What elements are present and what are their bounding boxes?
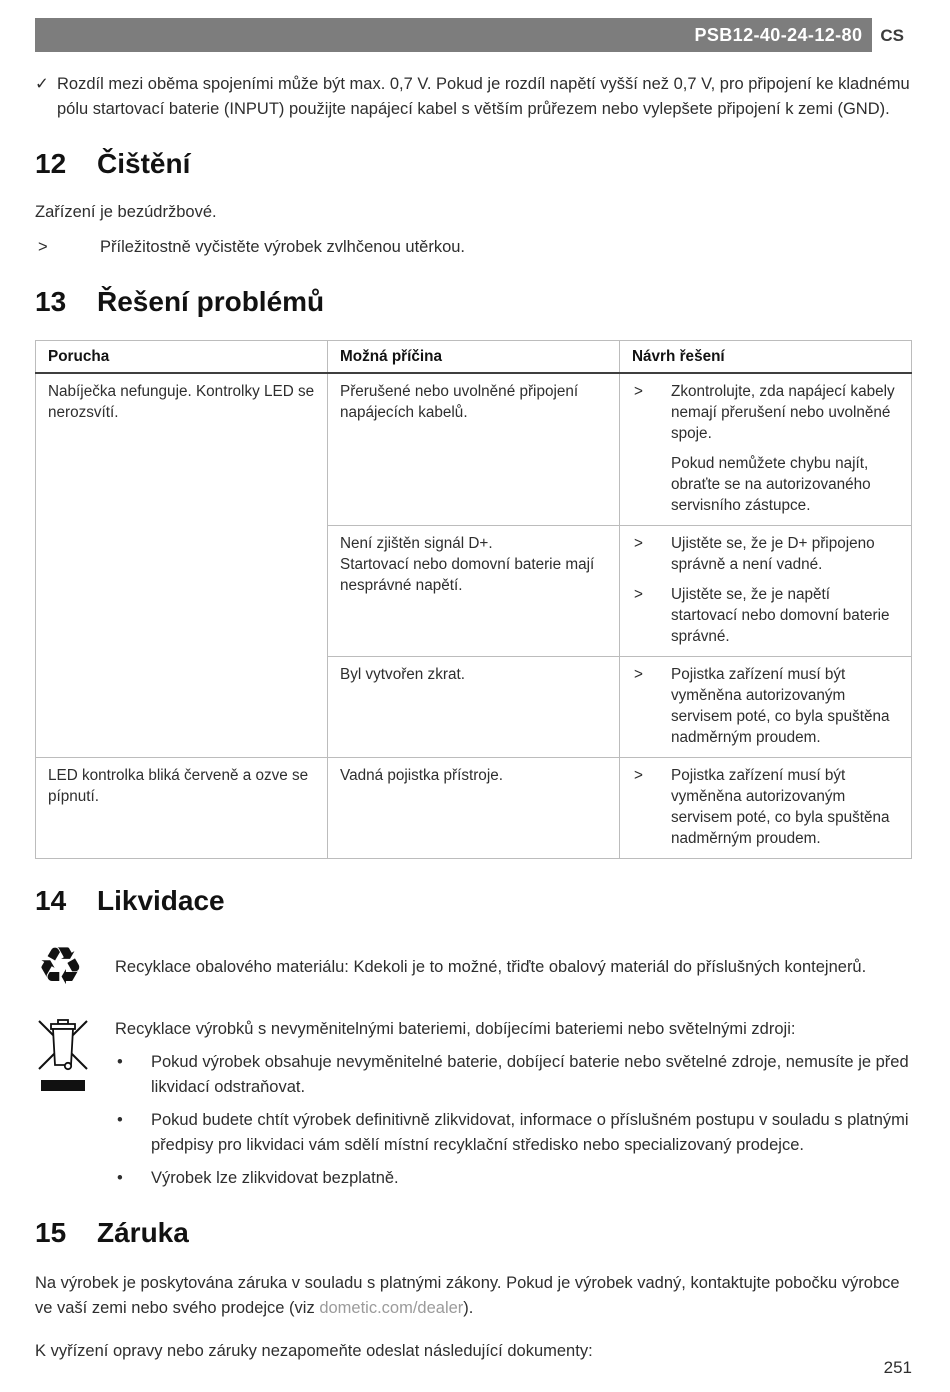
section-heading-disposal — [35, 885, 912, 917]
solution-cell — [620, 373, 912, 526]
solution-item — [632, 381, 899, 444]
solution-item — [632, 664, 899, 748]
solution-text: Pojistka zařízení musí být vyměněna autorizovaným servisem poté, co byla spuštěna nadměrným proudem. — [671, 666, 890, 746]
weee-bin-icon — [35, 1017, 91, 1091]
cause-text: Vadná pojistka přístroje. — [340, 767, 503, 784]
cause-text: Není zjištěn signál D+. — [340, 535, 493, 552]
result-note-text: Rozdíl mezi oběma spojeními může být max. 0,7 V. Pokud je rozdíl napětí vyšší než 0,7 V, pro připojení ke kladnému pólu startovací baterie (INPUT) použijte napájecí kabel s větším průřezem nebo vylepšete připojení k zemi (GND). — [57, 75, 910, 118]
section-heading-troubleshooting — [35, 286, 912, 318]
language-badge: CS — [872, 18, 912, 52]
disposal-bullet-list — [115, 1050, 912, 1191]
disposal-item-product — [35, 1017, 912, 1191]
warranty-text-after: ). — [463, 1299, 474, 1317]
cleaning-body: Zařízení je bezúdržbové. — [35, 203, 217, 221]
cause-text: Startovací nebo domovní baterie mají nesprávné napětí. — [340, 556, 595, 594]
section-number: 15 — [35, 1217, 67, 1248]
disposal-item-packaging — [35, 937, 912, 997]
list-item-text: Pokud budete chtít výrobek definitivně zlikvidovat, informace o příslušném postupu v souladu s platnými předpisy pro likvidaci vám sdělí místní recyklační středisko nebo specializovaný prodejce. — [151, 1111, 909, 1154]
solution-cell — [620, 657, 912, 758]
cleaning-action — [35, 235, 912, 260]
section-title: Řešení problémů — [97, 286, 325, 317]
check-icon: ✓ — [35, 75, 49, 93]
solution-text: Pokud nemůžete chybu najít, obraťte se na autorizovaného servisního zástupce. — [671, 455, 871, 514]
cause-cell — [328, 758, 620, 859]
chevron-icon: > — [634, 666, 643, 683]
table-header-row — [36, 341, 912, 374]
cause-cell — [328, 657, 620, 758]
list-item-text: Pokud výrobek obsahuje nevyměnitelné baterie, dobíjecí baterie nebo světelné zdroje, nemusíte je před likvidací odstraňovat. — [151, 1053, 909, 1096]
disposal-item-text: Recyklace obalového materiálu: Kdekoli je to možné, třiďte obalový materiál do příslušných kontejnerů. — [115, 957, 867, 976]
chevron-icon: > — [634, 586, 643, 603]
chevron-icon: > — [634, 767, 643, 784]
solution-item — [632, 765, 899, 849]
section-number: 14 — [35, 885, 67, 916]
weee-bar — [41, 1080, 85, 1091]
fault-cell — [36, 758, 328, 859]
solution-item — [632, 533, 899, 575]
section-number: 12 — [35, 148, 67, 179]
solution-text: Ujistěte se, že je napětí startovací nebo domovní baterie správné. — [671, 586, 890, 645]
chevron-icon: > — [38, 238, 48, 256]
section-title: Likvidace — [97, 885, 225, 916]
solution-item — [632, 453, 899, 516]
result-note — [35, 72, 912, 122]
disposal-item-text: Recyklace výrobků s nevyměnitelnými bateriemi, dobíjecími bateriemi nebo světelnými zdroji: — [115, 1020, 796, 1038]
section-title: Záruka — [97, 1217, 189, 1248]
bullet-icon: • — [117, 1053, 123, 1071]
page-header-bar — [35, 18, 912, 52]
solution-text: Pojistka zařízení musí být vyměněna autorizovaným servisem poté, co byla spuštěna nadměrným proudem. — [671, 767, 890, 847]
solution-cell — [620, 526, 912, 657]
bullet-icon: • — [117, 1169, 123, 1187]
solution-text: Zkontrolujte, zda napájecí kabely nemají přerušení nebo uvolněné spoje. — [671, 383, 895, 442]
model-number: PSB12-40-24-12-80 — [694, 24, 863, 45]
empty-marker — [632, 453, 671, 516]
warranty-paragraph — [35, 1271, 912, 1321]
fault-text: Nabíječka nefunguje. Kontrolky LED se nerozsvítí. — [48, 383, 315, 421]
cause-cell — [328, 373, 620, 526]
cleaning-action-text: Příležitostně vyčistěte výrobek zvlhčenou utěrkou. — [100, 238, 466, 256]
chevron-icon: > — [634, 535, 643, 552]
section-heading-warranty — [35, 1217, 912, 1249]
cause-text: Byl vytvořen zkrat. — [340, 666, 465, 683]
col-header-fault: Porucha — [36, 341, 328, 374]
section-title: Čištění — [97, 148, 191, 179]
table-row — [36, 373, 912, 526]
warranty-text-before: Na výrobek je poskytována záruka v souladu s platnými zákony. Pokud je výrobek vadný, kontaktujte pobočku výrobce ve vaší zemi nebo svého prodejce (viz — [35, 1274, 900, 1317]
list-item — [115, 1166, 912, 1191]
chevron-icon: > — [634, 383, 643, 400]
section-heading-cleaning — [35, 148, 912, 180]
page-number: 251 — [883, 1358, 912, 1377]
col-header-solution: Návrh řešení — [620, 341, 912, 374]
list-item — [115, 1108, 912, 1158]
warranty-paragraph-2: K vyřízení opravy nebo záruky nezapomeňte odeslat následující dokumenty: — [35, 1342, 593, 1360]
troubleshooting-table — [35, 340, 912, 859]
recycle-icon: ♻ — [37, 937, 84, 997]
section-number: 13 — [35, 286, 67, 317]
list-item-text: Výrobek lze zlikvidovat bezplatně. — [151, 1169, 399, 1187]
cause-cell — [328, 526, 620, 657]
solution-text: Ujistěte se, že je D+ připojeno správně a není vadné. — [671, 535, 875, 573]
dealer-link[interactable]: dometic.com/dealer — [319, 1299, 464, 1317]
table-row — [36, 758, 912, 859]
fault-text: LED kontrolka bliká červeně a ozve se pípnutí. — [48, 767, 309, 805]
solution-item — [632, 584, 899, 647]
col-header-cause: Možná příčina — [328, 341, 620, 374]
bullet-icon: • — [117, 1111, 123, 1129]
list-item — [115, 1050, 912, 1100]
solution-cell — [620, 758, 912, 859]
fault-cell — [36, 373, 328, 758]
cause-text: Přerušené nebo uvolněné připojení napájecích kabelů. — [340, 383, 579, 421]
